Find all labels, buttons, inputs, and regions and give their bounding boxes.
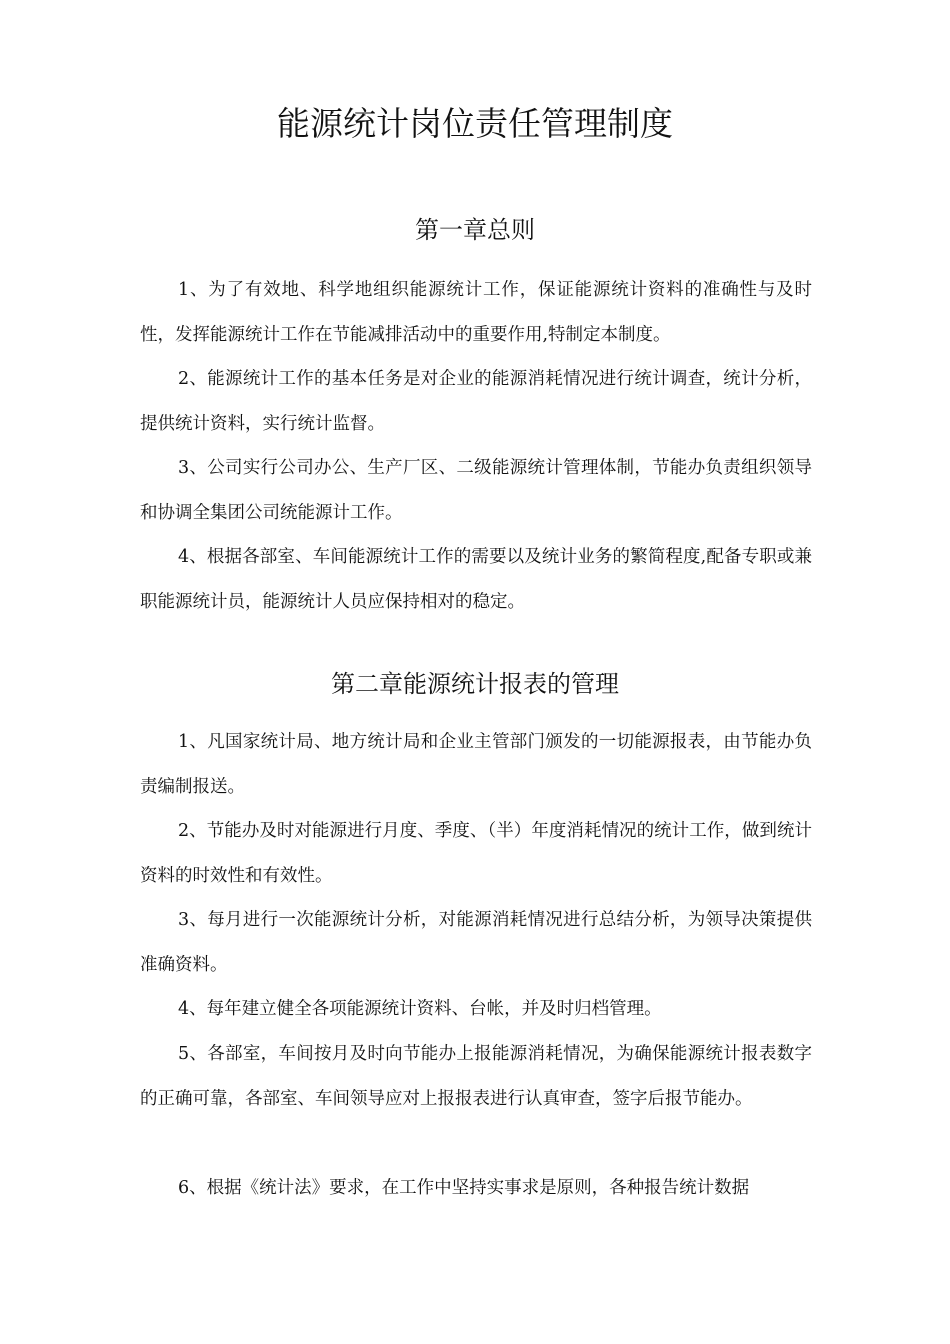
chapter-2-paragraph-4: 4、每年建立健全各项能源统计资料、台帐，并及时归档管理。 xyxy=(178,999,662,1019)
chapter-2-paragraph-3: 3、每月进行一次能源统计分析，对能源消耗情况进行总结分析，为领导决策提供准确资料。 xyxy=(140,910,812,975)
chapter-2-paragraph-1: 1、凡国家统计局、地方统计局和企业主管部门颁发的一切能源报表，由节能办负责编制报送。 xyxy=(140,732,812,797)
chapter-1-title: 第一章总则 xyxy=(415,216,535,244)
document-title: 能源统计岗位责任管理制度 xyxy=(277,104,673,143)
chapter-2-paragraph-5: 5、各部室，车间按月及时向节能办上报能源消耗情况，为确保能源统计报表数字的正确可靠，各部室、车间领导应对上报报表进行认真审查，签字后报节能办。 xyxy=(140,1044,812,1109)
chapter-1-paragraph-3: 3、公司实行公司办公、生产厂区、二级能源统计管理体制，节能办负责组织领导和协调全集团公司统能源计工作。 xyxy=(140,458,812,523)
chapter-2-paragraph-2: 2、节能办及时对能源进行月度、季度、（半）年度消耗情况的统计工作，做到统计资料的时效性和有效性。 xyxy=(140,821,812,886)
chapter-1-paragraph-2: 2、能源统计工作的基本任务是对企业的能源消耗情况进行统计调查，统计分析，提供统计资料，实行统计监督。 xyxy=(140,369,812,434)
chapter-2-paragraph-6: 6、根据《统计法》要求，在工作中坚持实事求是原则，各种报告统计数据 xyxy=(178,1178,750,1198)
chapter-1-paragraph-1: 1、为了有效地、科学地组织能源统计工作，保证能源统计资料的准确性与及时性，发挥能源统计工作在节能减排活动中的重要作用,特制定本制度。 xyxy=(140,280,812,345)
chapter-2-title: 第二章能源统计报表的管理 xyxy=(331,670,619,698)
chapter-1-paragraph-4: 4、根据各部室、车间能源统计工作的需要以及统计业务的繁简程度,配备专职或兼职能源统计员，能源统计人员应保持相对的稳定。 xyxy=(140,547,812,612)
